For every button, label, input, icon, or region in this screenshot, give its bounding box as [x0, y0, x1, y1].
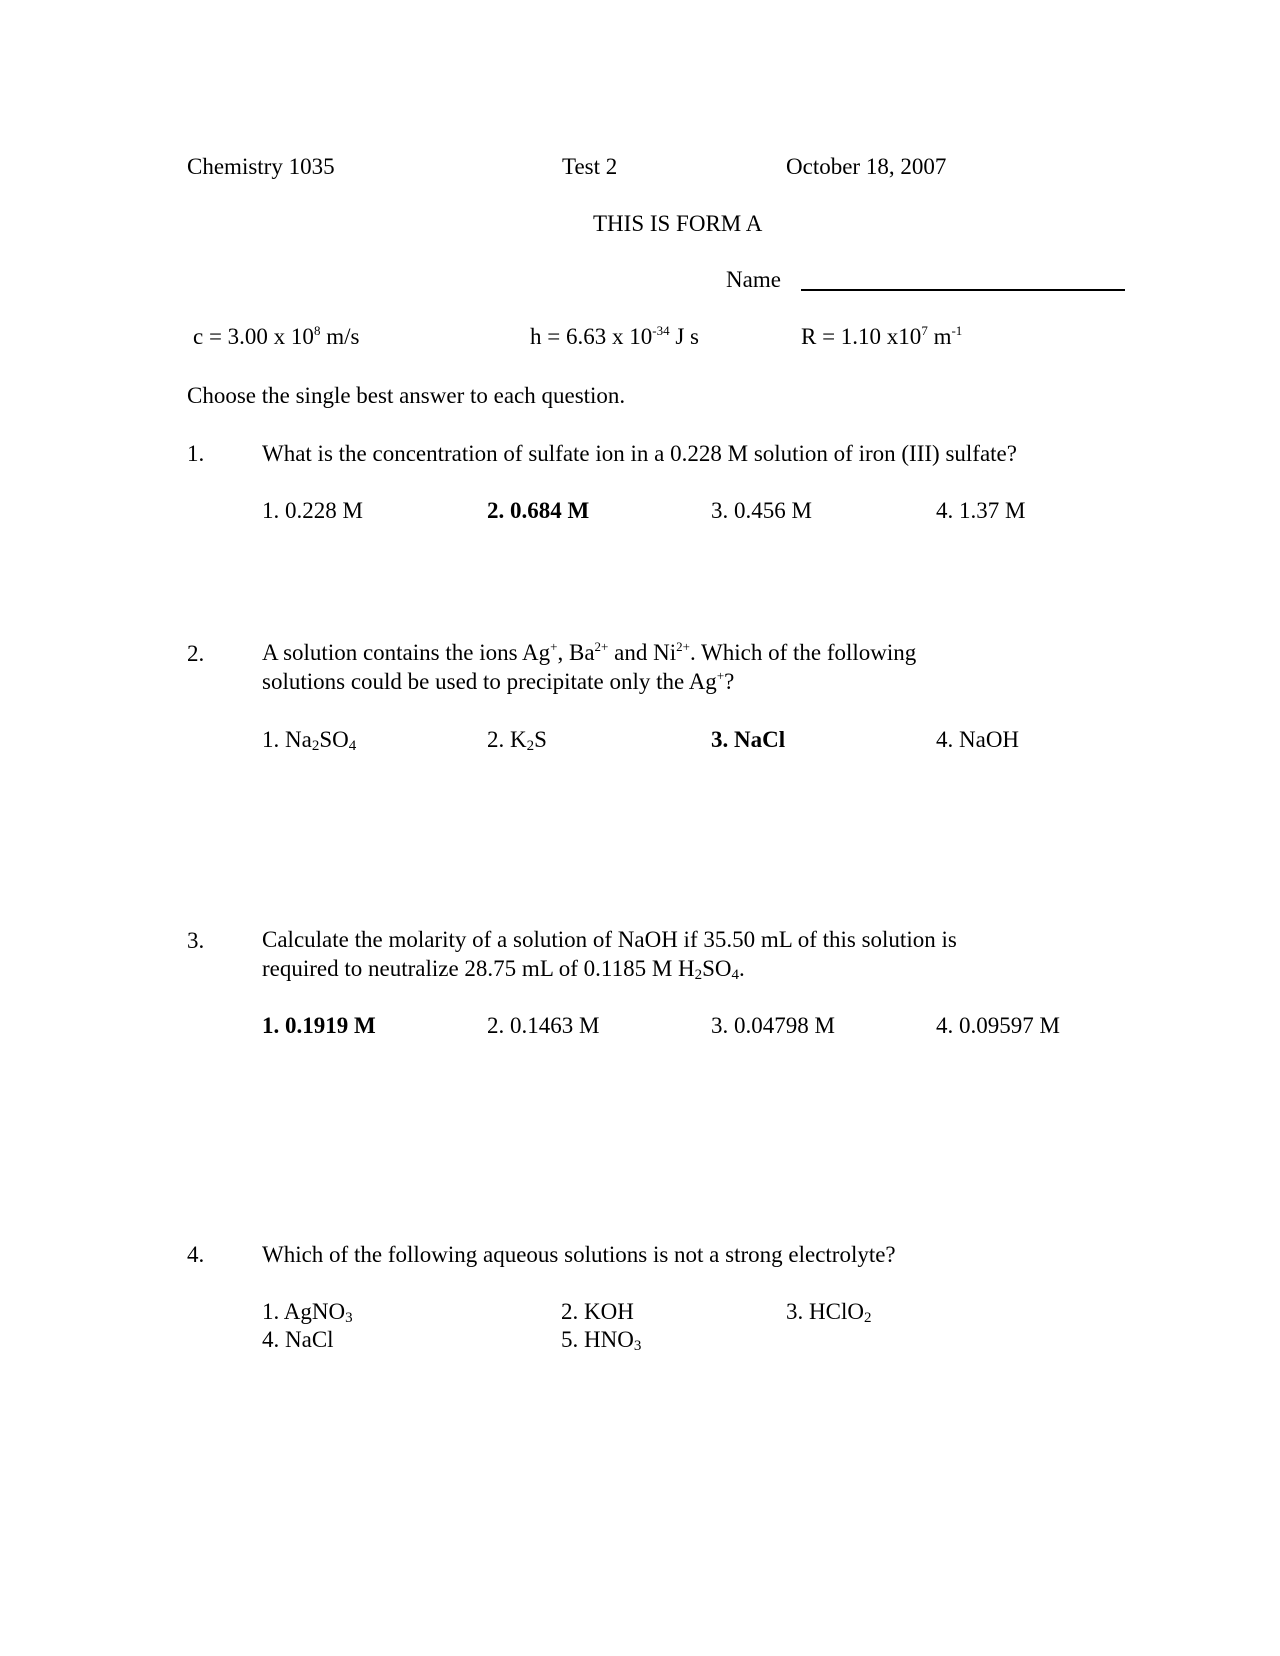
answer-option[interactable]: 3. 0.04798 M: [711, 1013, 835, 1038]
answer-option[interactable]: 2. $K_2S$: [487, 727, 547, 754]
test-date: October 18, 2007: [786, 154, 947, 179]
constant-c: c = 3.00 x $10^8$ m/s: [193, 323, 360, 349]
answer-option-selected[interactable]: 3. NaCl: [711, 727, 786, 752]
question-text: A solution contains the ions Ag+, $Ba^{2+}$ and $Ni^{2+}$. Which of the following: [262, 639, 917, 665]
answer-option[interactable]: 2. KOH: [561, 1299, 634, 1324]
question-number: 4.: [187, 1242, 205, 1267]
question-text: Which of the following aqueous solutions is not a strong electrolyte?: [262, 1242, 896, 1267]
answer-option[interactable]: 3. HClO$_2$: [786, 1299, 872, 1326]
question-text: What is the concentration of sulfate ion in a 0.228 M solution of iron (III) sulfate?: [262, 441, 1017, 466]
constant-h: h = 6.63 x $10^{-34}$ J s: [530, 323, 699, 349]
answer-option[interactable]: 5. $HNO_3$: [561, 1327, 642, 1354]
answer-option[interactable]: 1. 0.228 M: [262, 498, 363, 523]
question-text: required to neutralize 28.75 mL of 0.1185 M $H_2SO_4$.: [262, 956, 745, 983]
question-number: 3.: [187, 928, 205, 953]
name-label: Name: [726, 267, 781, 292]
answer-option-selected[interactable]: 2. 0.684 M: [487, 498, 590, 523]
test-title: Test 2: [562, 154, 618, 179]
question-number: 2.: [187, 641, 205, 666]
form-label: THIS IS FORM A: [593, 211, 763, 236]
name-field-line[interactable]: [801, 289, 1125, 291]
course-title: Chemistry 1035: [187, 154, 335, 179]
answer-option[interactable]: 4. 1.37 M: [936, 498, 1026, 523]
answer-option[interactable]: 2. 0.1463 M: [487, 1013, 600, 1038]
answer-option[interactable]: 4. NaOH: [936, 727, 1020, 752]
question-text: solutions could be used to precipitate only the Ag+?: [262, 668, 735, 694]
question-number: 1.: [187, 441, 205, 466]
instructions: Choose the single best answer to each question.: [187, 383, 626, 408]
answer-option[interactable]: 4. 0.09597 M: [936, 1013, 1060, 1038]
answer-option[interactable]: 1. $Na_2SO_4$: [262, 727, 357, 754]
answer-option[interactable]: 3. 0.456 M: [711, 498, 812, 523]
question-text: Calculate the molarity of a solution of NaOH if 35.50 mL of this solution is: [262, 927, 957, 952]
answer-option[interactable]: 1. AgNO$_3$: [262, 1299, 353, 1326]
constant-r: R = 1.10 $x10^7$ $m^{-1}$: [801, 323, 963, 349]
answer-option[interactable]: 4. NaCl: [262, 1327, 334, 1352]
answer-option-selected[interactable]: 1. 0.1919 M: [262, 1013, 376, 1038]
